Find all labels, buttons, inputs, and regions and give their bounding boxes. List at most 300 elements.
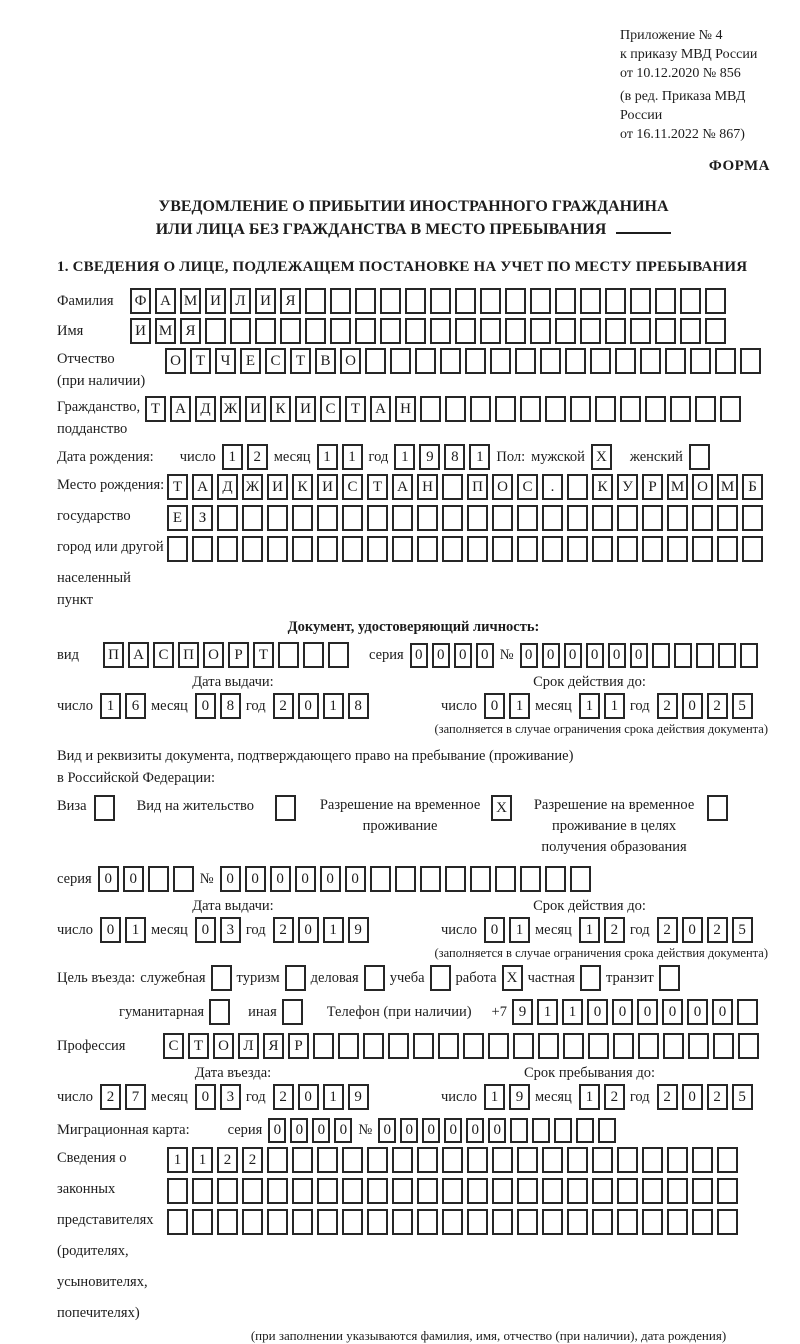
char-cell[interactable]: Р: [228, 642, 249, 668]
char-cell[interactable]: 0: [298, 693, 319, 719]
char-cell[interactable]: [667, 536, 688, 562]
char-cell[interactable]: [715, 348, 736, 374]
char-cell[interactable]: [167, 1209, 188, 1235]
char-cell[interactable]: [532, 1118, 550, 1143]
char-cell[interactable]: [342, 1147, 363, 1173]
char-cell[interactable]: О: [213, 1033, 234, 1059]
char-cell[interactable]: [617, 1209, 638, 1235]
char-cell[interactable]: 8: [348, 693, 369, 719]
char-cell[interactable]: [655, 288, 676, 314]
char-cell[interactable]: [417, 1209, 438, 1235]
char-cell[interactable]: [492, 1147, 513, 1173]
char-cell[interactable]: [420, 396, 441, 422]
char-cell[interactable]: [663, 1033, 684, 1059]
char-cell[interactable]: [695, 396, 716, 422]
char-cell[interactable]: [492, 1209, 513, 1235]
char-cell[interactable]: [642, 1209, 663, 1235]
char-cell[interactable]: 0: [682, 693, 703, 719]
char-cell[interactable]: А: [128, 642, 149, 668]
char-cell[interactable]: Т: [145, 396, 166, 422]
char-cell[interactable]: [615, 348, 636, 374]
char-cell[interactable]: [173, 866, 194, 892]
char-cell[interactable]: [470, 396, 491, 422]
char-cell[interactable]: [303, 642, 324, 668]
char-cell[interactable]: 2: [273, 1084, 294, 1110]
char-cell[interactable]: [542, 536, 563, 562]
char-cell[interactable]: 0: [295, 866, 316, 892]
char-cell[interactable]: [355, 288, 376, 314]
char-cell[interactable]: 0: [682, 917, 703, 943]
char-cell[interactable]: О: [340, 348, 361, 374]
char-cell[interactable]: М: [667, 474, 688, 500]
char-cell[interactable]: Ч: [215, 348, 236, 374]
char-cell[interactable]: [392, 505, 413, 531]
char-cell[interactable]: [328, 642, 349, 668]
char-cell[interactable]: [380, 288, 401, 314]
char-cell[interactable]: [230, 318, 251, 344]
char-cell[interactable]: [305, 318, 326, 344]
char-cell[interactable]: [613, 1033, 634, 1059]
char-cell[interactable]: [392, 1147, 413, 1173]
char-cell[interactable]: [595, 396, 616, 422]
char-cell[interactable]: [580, 318, 601, 344]
char-cell[interactable]: 1: [342, 444, 363, 470]
char-cell[interactable]: 2: [604, 917, 625, 943]
char-cell[interactable]: Н: [395, 396, 416, 422]
char-cell[interactable]: [540, 348, 561, 374]
char-cell[interactable]: [667, 505, 688, 531]
char-cell[interactable]: [330, 318, 351, 344]
char-cell[interactable]: С: [265, 348, 286, 374]
char-cell[interactable]: [278, 642, 299, 668]
char-cell[interactable]: Т: [167, 474, 188, 500]
char-cell[interactable]: 0: [268, 1118, 286, 1143]
char-cell[interactable]: Я: [280, 288, 301, 314]
char-cell[interactable]: 8: [220, 693, 241, 719]
char-cell[interactable]: [490, 348, 511, 374]
char-cell[interactable]: [442, 1147, 463, 1173]
char-cell[interactable]: [470, 866, 491, 892]
char-cell[interactable]: [438, 1033, 459, 1059]
char-cell[interactable]: [267, 1178, 288, 1204]
char-cell[interactable]: [495, 396, 516, 422]
char-cell[interactable]: 0: [432, 643, 450, 668]
char-cell[interactable]: [570, 866, 591, 892]
char-cell[interactable]: [642, 505, 663, 531]
char-cell[interactable]: 1: [604, 693, 625, 719]
char-cell[interactable]: 0: [410, 643, 428, 668]
char-cell[interactable]: [488, 1033, 509, 1059]
char-cell[interactable]: 8: [444, 444, 465, 470]
char-cell[interactable]: 0: [123, 866, 144, 892]
char-cell[interactable]: [395, 866, 416, 892]
char-cell[interactable]: [645, 396, 666, 422]
char-cell[interactable]: 2: [707, 693, 728, 719]
char-cell[interactable]: 1: [484, 1084, 505, 1110]
char-cell[interactable]: [737, 999, 758, 1025]
char-cell[interactable]: [167, 1178, 188, 1204]
char-cell[interactable]: [696, 643, 714, 668]
char-cell[interactable]: [217, 1178, 238, 1204]
char-cell[interactable]: [217, 536, 238, 562]
char-cell[interactable]: [592, 505, 613, 531]
char-cell[interactable]: Д: [217, 474, 238, 500]
char-cell[interactable]: И: [245, 396, 266, 422]
char-cell[interactable]: [392, 536, 413, 562]
char-cell[interactable]: [680, 288, 701, 314]
char-cell[interactable]: [505, 288, 526, 314]
char-cell[interactable]: 0: [542, 643, 560, 668]
char-cell[interactable]: 0: [587, 999, 608, 1025]
char-cell[interactable]: М: [155, 318, 176, 344]
char-cell[interactable]: 2: [657, 917, 678, 943]
char-cell[interactable]: [364, 965, 385, 991]
char-cell[interactable]: А: [370, 396, 391, 422]
char-cell[interactable]: [317, 536, 338, 562]
char-cell[interactable]: [285, 965, 306, 991]
char-cell[interactable]: [667, 1147, 688, 1173]
char-cell[interactable]: С: [153, 642, 174, 668]
char-cell[interactable]: [417, 1178, 438, 1204]
char-cell[interactable]: [640, 348, 661, 374]
char-cell[interactable]: 0: [320, 866, 341, 892]
char-cell[interactable]: 0: [334, 1118, 352, 1143]
char-cell[interactable]: [94, 795, 115, 821]
char-cell[interactable]: [430, 288, 451, 314]
char-cell[interactable]: 9: [419, 444, 440, 470]
char-cell[interactable]: [545, 866, 566, 892]
char-cell[interactable]: 9: [348, 1084, 369, 1110]
char-cell[interactable]: [242, 1178, 263, 1204]
char-cell[interactable]: [707, 795, 728, 821]
char-cell[interactable]: [592, 1147, 613, 1173]
char-cell[interactable]: Д: [195, 396, 216, 422]
char-cell[interactable]: 0: [637, 999, 658, 1025]
char-cell[interactable]: [430, 318, 451, 344]
char-cell[interactable]: [417, 1147, 438, 1173]
char-cell[interactable]: [567, 1147, 588, 1173]
char-cell[interactable]: [267, 1209, 288, 1235]
char-cell[interactable]: О: [692, 474, 713, 500]
char-cell[interactable]: [659, 965, 680, 991]
char-cell[interactable]: [592, 536, 613, 562]
char-cell[interactable]: [542, 1209, 563, 1235]
char-cell[interactable]: [342, 536, 363, 562]
char-cell[interactable]: 0: [100, 917, 121, 943]
char-cell[interactable]: [467, 505, 488, 531]
char-cell[interactable]: 1: [537, 999, 558, 1025]
char-cell[interactable]: О: [203, 642, 224, 668]
char-cell[interactable]: 5: [732, 693, 753, 719]
char-cell[interactable]: [292, 1209, 313, 1235]
char-cell[interactable]: [717, 505, 738, 531]
char-cell[interactable]: [742, 505, 763, 531]
char-cell[interactable]: [692, 1209, 713, 1235]
char-cell[interactable]: [280, 318, 301, 344]
char-cell[interactable]: [620, 396, 641, 422]
char-cell[interactable]: 2: [217, 1147, 238, 1173]
char-cell[interactable]: [242, 1209, 263, 1235]
char-cell[interactable]: К: [270, 396, 291, 422]
char-cell[interactable]: С: [320, 396, 341, 422]
char-cell[interactable]: [380, 318, 401, 344]
char-cell[interactable]: [689, 444, 710, 470]
char-cell[interactable]: 3: [220, 917, 241, 943]
char-cell[interactable]: [605, 288, 626, 314]
char-cell[interactable]: [590, 348, 611, 374]
char-cell[interactable]: 0: [444, 1118, 462, 1143]
char-cell[interactable]: Ф: [130, 288, 151, 314]
char-cell[interactable]: [367, 505, 388, 531]
char-cell[interactable]: [317, 1209, 338, 1235]
char-cell[interactable]: У: [617, 474, 638, 500]
char-cell[interactable]: [667, 1209, 688, 1235]
char-cell[interactable]: 0: [488, 1118, 506, 1143]
char-cell[interactable]: [592, 1178, 613, 1204]
char-cell[interactable]: А: [155, 288, 176, 314]
char-cell[interactable]: 0: [245, 866, 266, 892]
char-cell[interactable]: 0: [484, 693, 505, 719]
char-cell[interactable]: [642, 1147, 663, 1173]
char-cell[interactable]: 1: [562, 999, 583, 1025]
char-cell[interactable]: [592, 1209, 613, 1235]
char-cell[interactable]: 2: [604, 1084, 625, 1110]
char-cell[interactable]: А: [392, 474, 413, 500]
char-cell[interactable]: 1: [469, 444, 490, 470]
char-cell[interactable]: [538, 1033, 559, 1059]
char-cell[interactable]: [740, 643, 758, 668]
char-cell[interactable]: [292, 505, 313, 531]
char-cell[interactable]: 1: [100, 693, 121, 719]
char-cell[interactable]: [442, 536, 463, 562]
char-cell[interactable]: [405, 318, 426, 344]
char-cell[interactable]: [342, 1209, 363, 1235]
char-cell[interactable]: Т: [367, 474, 388, 500]
char-cell[interactable]: X: [491, 795, 512, 821]
char-cell[interactable]: [467, 536, 488, 562]
char-cell[interactable]: Р: [288, 1033, 309, 1059]
char-cell[interactable]: О: [492, 474, 513, 500]
char-cell[interactable]: 5: [732, 1084, 753, 1110]
char-cell[interactable]: Р: [642, 474, 663, 500]
char-cell[interactable]: [520, 866, 541, 892]
char-cell[interactable]: [292, 536, 313, 562]
char-cell[interactable]: 0: [630, 643, 648, 668]
char-cell[interactable]: [211, 965, 232, 991]
char-cell[interactable]: [442, 505, 463, 531]
char-cell[interactable]: Л: [238, 1033, 259, 1059]
char-cell[interactable]: И: [205, 288, 226, 314]
char-cell[interactable]: [542, 1178, 563, 1204]
char-cell[interactable]: З: [192, 505, 213, 531]
char-cell[interactable]: 1: [125, 917, 146, 943]
char-cell[interactable]: [580, 965, 601, 991]
char-cell[interactable]: [717, 1178, 738, 1204]
char-cell[interactable]: 0: [586, 643, 604, 668]
char-cell[interactable]: [242, 505, 263, 531]
char-cell[interactable]: [510, 1118, 528, 1143]
char-cell[interactable]: .: [542, 474, 563, 500]
char-cell[interactable]: [517, 536, 538, 562]
char-cell[interactable]: [267, 536, 288, 562]
char-cell[interactable]: [690, 348, 711, 374]
char-cell[interactable]: П: [178, 642, 199, 668]
char-cell[interactable]: В: [315, 348, 336, 374]
char-cell[interactable]: Я: [263, 1033, 284, 1059]
char-cell[interactable]: [467, 1178, 488, 1204]
char-cell[interactable]: [217, 1209, 238, 1235]
char-cell[interactable]: [738, 1033, 759, 1059]
char-cell[interactable]: 3: [220, 1084, 241, 1110]
char-cell[interactable]: 0: [400, 1118, 418, 1143]
char-cell[interactable]: [638, 1033, 659, 1059]
char-cell[interactable]: Т: [190, 348, 211, 374]
char-cell[interactable]: 1: [579, 693, 600, 719]
char-cell[interactable]: [598, 1118, 616, 1143]
char-cell[interactable]: [390, 348, 411, 374]
char-cell[interactable]: [367, 1209, 388, 1235]
char-cell[interactable]: [505, 318, 526, 344]
char-cell[interactable]: [545, 396, 566, 422]
char-cell[interactable]: [617, 1147, 638, 1173]
char-cell[interactable]: [455, 288, 476, 314]
char-cell[interactable]: С: [342, 474, 363, 500]
char-cell[interactable]: Б: [742, 474, 763, 500]
char-cell[interactable]: [692, 505, 713, 531]
char-cell[interactable]: [517, 1209, 538, 1235]
char-cell[interactable]: 2: [273, 917, 294, 943]
char-cell[interactable]: [363, 1033, 384, 1059]
char-cell[interactable]: [605, 318, 626, 344]
char-cell[interactable]: [717, 1147, 738, 1173]
char-cell[interactable]: 6: [125, 693, 146, 719]
char-cell[interactable]: 0: [682, 1084, 703, 1110]
char-cell[interactable]: 1: [323, 693, 344, 719]
char-cell[interactable]: Н: [417, 474, 438, 500]
char-cell[interactable]: Е: [167, 505, 188, 531]
char-cell[interactable]: [420, 866, 441, 892]
char-cell[interactable]: [217, 505, 238, 531]
char-cell[interactable]: Т: [253, 642, 274, 668]
char-cell[interactable]: 0: [520, 643, 538, 668]
char-cell[interactable]: К: [592, 474, 613, 500]
char-cell[interactable]: И: [317, 474, 338, 500]
char-cell[interactable]: [405, 288, 426, 314]
char-cell[interactable]: [642, 1178, 663, 1204]
char-cell[interactable]: [417, 536, 438, 562]
char-cell[interactable]: Ж: [242, 474, 263, 500]
char-cell[interactable]: Е: [240, 348, 261, 374]
char-cell[interactable]: [674, 643, 692, 668]
char-cell[interactable]: X: [591, 444, 612, 470]
char-cell[interactable]: Ж: [220, 396, 241, 422]
char-cell[interactable]: 0: [608, 643, 626, 668]
char-cell[interactable]: 9: [348, 917, 369, 943]
char-cell[interactable]: И: [267, 474, 288, 500]
char-cell[interactable]: [192, 1209, 213, 1235]
char-cell[interactable]: 1: [509, 693, 530, 719]
char-cell[interactable]: 1: [579, 917, 600, 943]
char-cell[interactable]: [367, 1178, 388, 1204]
char-cell[interactable]: М: [717, 474, 738, 500]
char-cell[interactable]: [355, 318, 376, 344]
char-cell[interactable]: [520, 396, 541, 422]
char-cell[interactable]: [554, 1118, 572, 1143]
char-cell[interactable]: 0: [290, 1118, 308, 1143]
char-cell[interactable]: 2: [247, 444, 268, 470]
char-cell[interactable]: 0: [298, 917, 319, 943]
char-cell[interactable]: [740, 348, 761, 374]
char-cell[interactable]: [655, 318, 676, 344]
char-cell[interactable]: [567, 505, 588, 531]
char-cell[interactable]: [430, 965, 451, 991]
char-cell[interactable]: [720, 396, 741, 422]
char-cell[interactable]: [492, 505, 513, 531]
char-cell[interactable]: 9: [512, 999, 533, 1025]
char-cell[interactable]: [463, 1033, 484, 1059]
char-cell[interactable]: [517, 1178, 538, 1204]
char-cell[interactable]: [442, 1178, 463, 1204]
char-cell[interactable]: [275, 795, 296, 821]
char-cell[interactable]: 2: [657, 1084, 678, 1110]
char-cell[interactable]: [717, 536, 738, 562]
char-cell[interactable]: [209, 999, 230, 1025]
char-cell[interactable]: 1: [323, 917, 344, 943]
char-cell[interactable]: [388, 1033, 409, 1059]
char-cell[interactable]: [492, 536, 513, 562]
char-cell[interactable]: Т: [290, 348, 311, 374]
char-cell[interactable]: [630, 288, 651, 314]
char-cell[interactable]: [652, 643, 670, 668]
char-cell[interactable]: 1: [394, 444, 415, 470]
char-cell[interactable]: 9: [509, 1084, 530, 1110]
char-cell[interactable]: [392, 1209, 413, 1235]
char-cell[interactable]: [570, 396, 591, 422]
char-cell[interactable]: 2: [273, 693, 294, 719]
char-cell[interactable]: [705, 288, 726, 314]
char-cell[interactable]: [717, 1209, 738, 1235]
char-cell[interactable]: [440, 348, 461, 374]
char-cell[interactable]: С: [163, 1033, 184, 1059]
char-cell[interactable]: [563, 1033, 584, 1059]
char-cell[interactable]: 0: [662, 999, 683, 1025]
char-cell[interactable]: [542, 505, 563, 531]
char-cell[interactable]: 1: [222, 444, 243, 470]
char-cell[interactable]: 0: [454, 643, 472, 668]
char-cell[interactable]: [167, 536, 188, 562]
char-cell[interactable]: 5: [732, 917, 753, 943]
char-cell[interactable]: [465, 348, 486, 374]
char-cell[interactable]: [267, 505, 288, 531]
char-cell[interactable]: П: [103, 642, 124, 668]
char-cell[interactable]: [530, 288, 551, 314]
char-cell[interactable]: [555, 288, 576, 314]
char-cell[interactable]: 1: [317, 444, 338, 470]
char-cell[interactable]: 0: [98, 866, 119, 892]
char-cell[interactable]: [467, 1147, 488, 1173]
char-cell[interactable]: 2: [242, 1147, 263, 1173]
char-cell[interactable]: 0: [345, 866, 366, 892]
char-cell[interactable]: [392, 1178, 413, 1204]
char-cell[interactable]: [713, 1033, 734, 1059]
char-cell[interactable]: [495, 866, 516, 892]
char-cell[interactable]: С: [517, 474, 538, 500]
char-cell[interactable]: [630, 318, 651, 344]
char-cell[interactable]: [692, 1178, 713, 1204]
char-cell[interactable]: [305, 288, 326, 314]
char-cell[interactable]: [445, 866, 466, 892]
char-cell[interactable]: 0: [195, 693, 216, 719]
